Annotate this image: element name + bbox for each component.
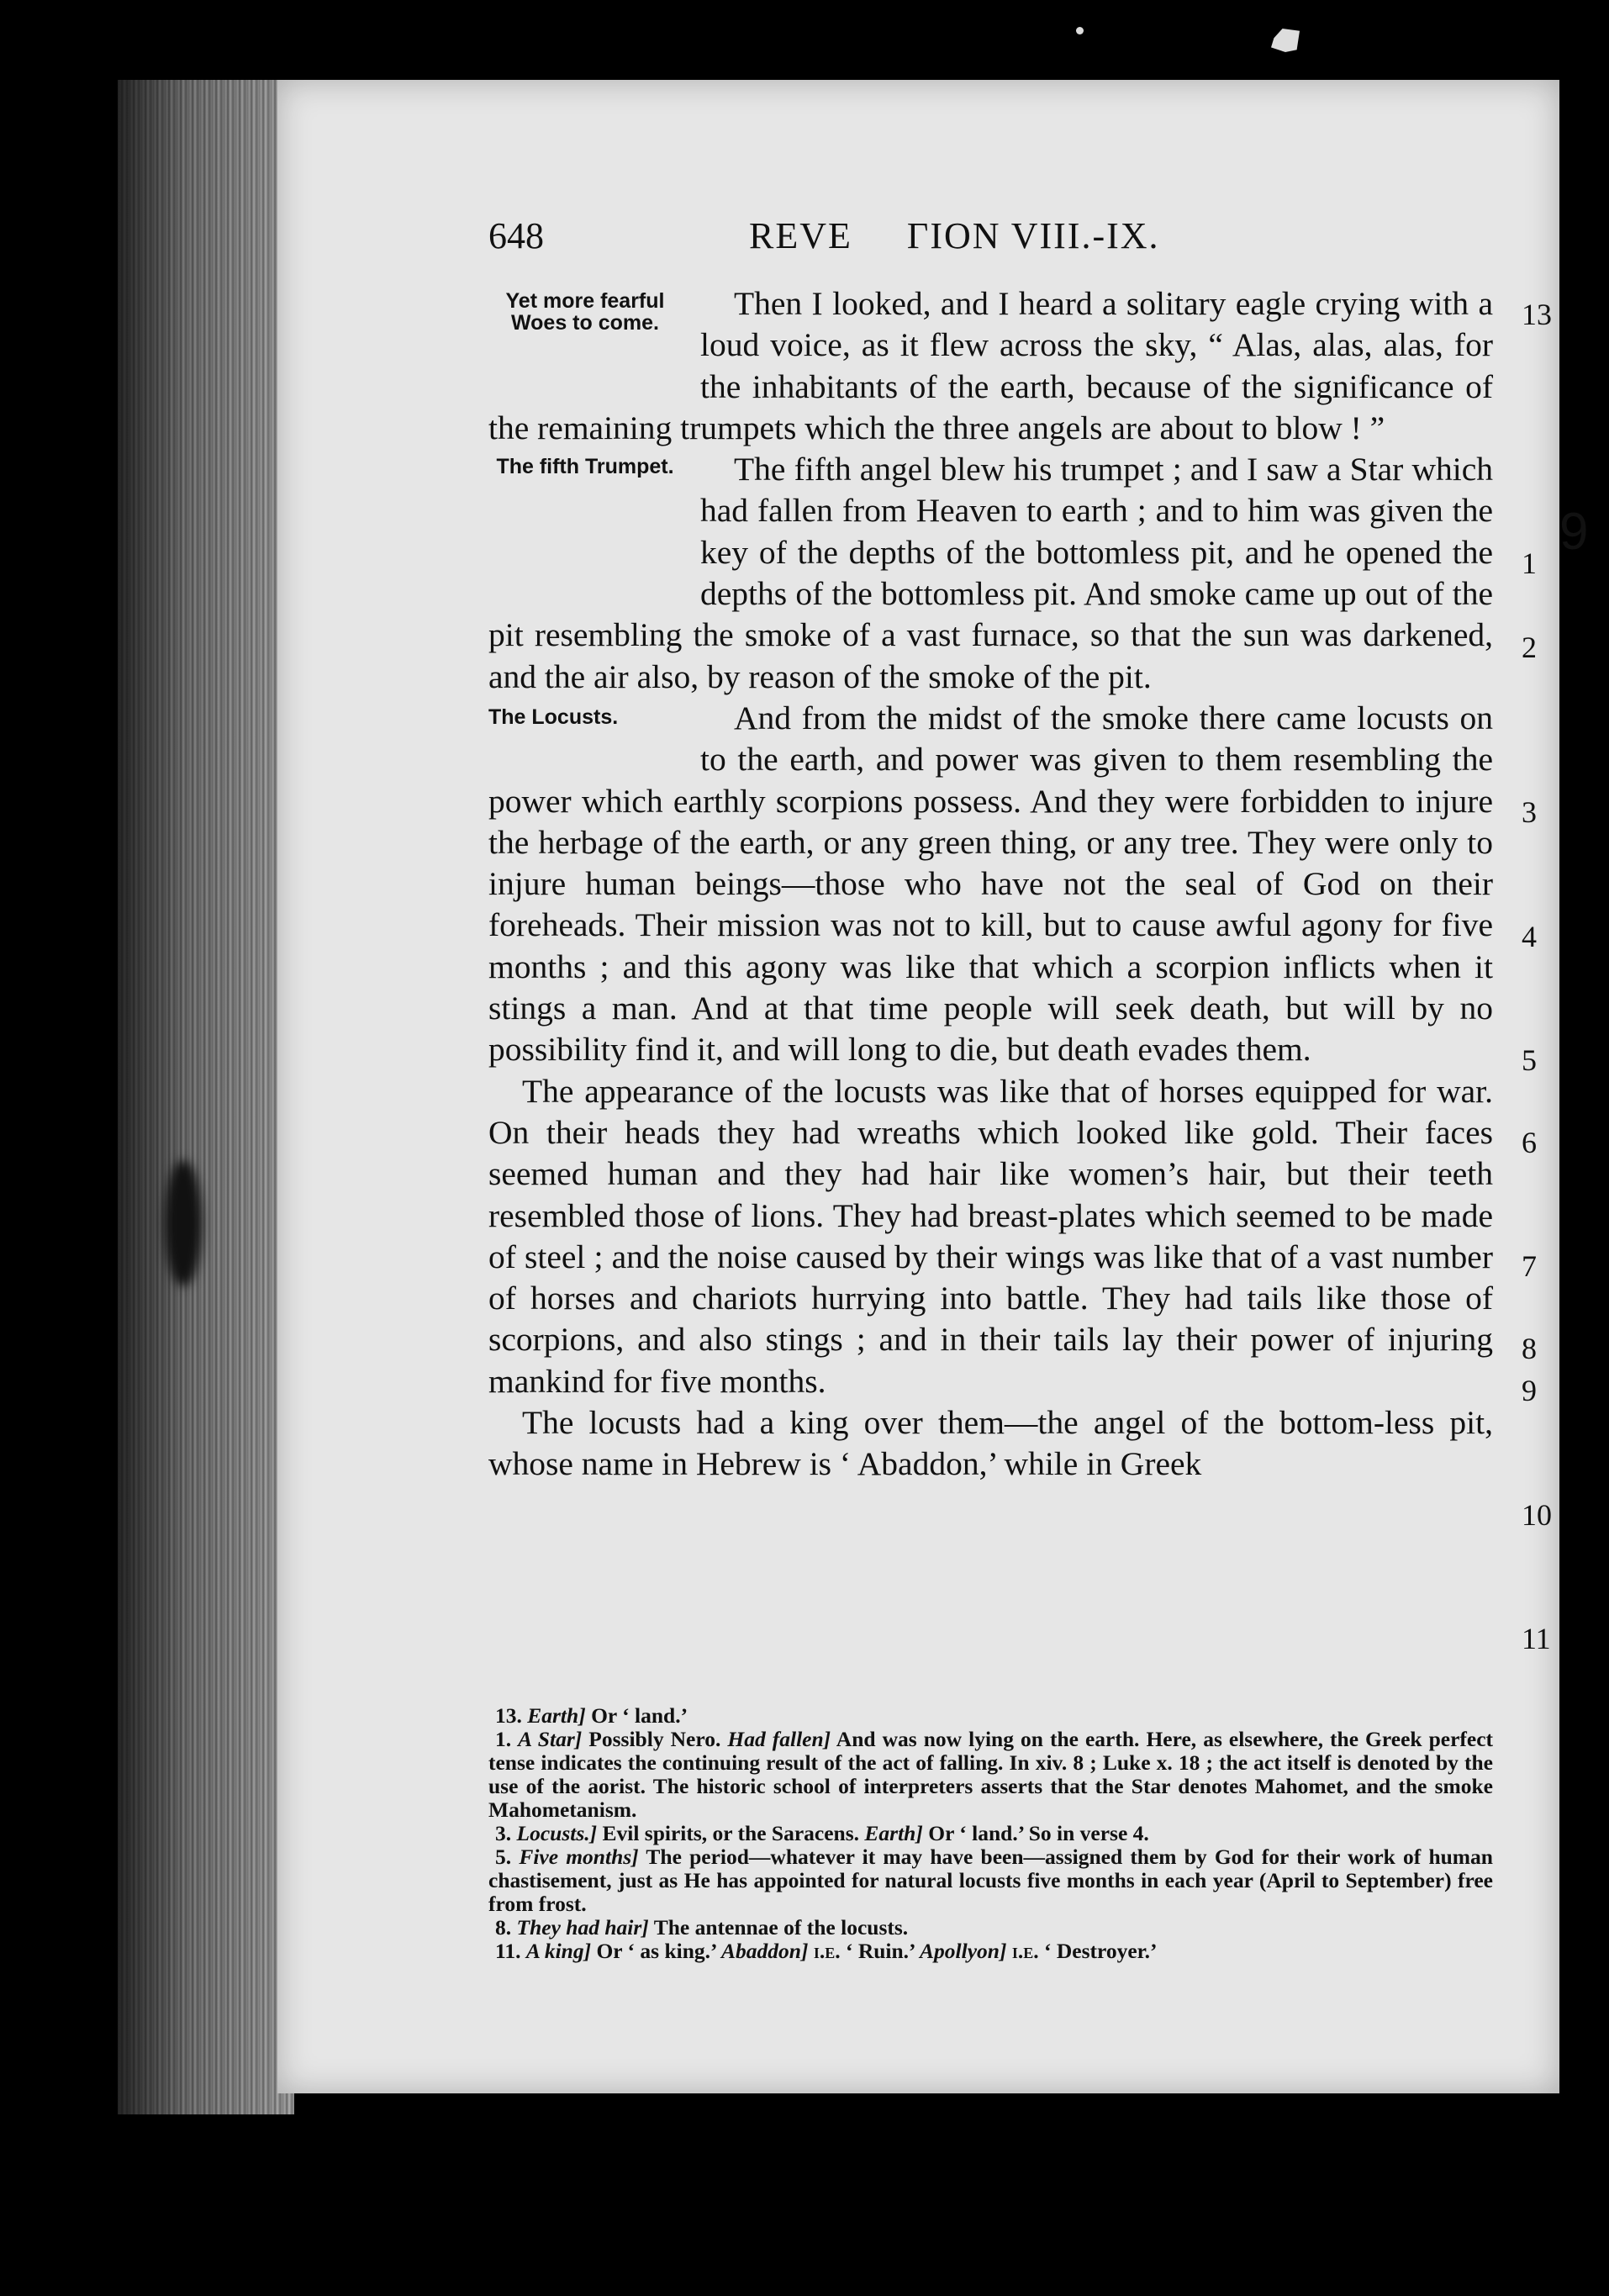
- main-text: [488, 283, 1493, 1486]
- paragraph-verse-11: The locusts had a king over them—the angel of the bottom-less pit, whose name in Hebrew is ‘ Abaddon,’ while in Greek: [488, 1404, 1493, 1483]
- footnote-ref: 8.: [495, 1915, 512, 1940]
- chapter-number: 9: [1559, 503, 1589, 561]
- footnote-ref: 11.: [495, 1939, 521, 1963]
- paragraph-verse-13: Then I looked, and I heard a solitary eagle crying with a loud voice, as it flew across the sky, “ Alas, alas, alas, for the inhabitants of the earth, because of the significance of the remaining trumpets which the three angels are about to blow ! ”: [488, 285, 1493, 446]
- scan-speck: [1076, 27, 1084, 34]
- footnote-term: Earth]: [864, 1821, 923, 1845]
- ink-blot: [165, 1160, 202, 1286]
- verse-number: 3: [1522, 795, 1537, 829]
- footnotes: [488, 1704, 1493, 1963]
- footnote-term: Earth]: [527, 1703, 586, 1728]
- footnote-text: Or ‘ as king.’: [596, 1939, 716, 1963]
- sidenote-woes: Yet more fearful Woes to come.: [505, 289, 665, 335]
- verse-number: 8: [1522, 1332, 1537, 1365]
- footnote-5: [488, 1845, 1493, 1916]
- footnote-text: Evil spirits, or the Saracens.: [602, 1821, 860, 1845]
- footnote-term: Apollyon]: [920, 1939, 1007, 1963]
- footnote-text: ‘ Ruin.’: [845, 1939, 915, 1963]
- footnote-ref: 13.: [495, 1703, 522, 1728]
- verse-number: 13: [1522, 298, 1552, 331]
- sidenote-locusts: The Locusts.: [488, 705, 619, 729]
- footnote-term: Abaddon]: [721, 1939, 809, 1963]
- verse-number: 9: [1522, 1374, 1537, 1407]
- footnote-text: The antennae of the locusts.: [653, 1915, 909, 1940]
- footnote-text: Possibly Nero.: [588, 1727, 721, 1751]
- verse-number: 2: [1522, 631, 1537, 664]
- footnote-text: The period—whatever it may have been—assigned them by God for their work of human chastisement, just as He has appointed for natural locusts five months in each year (April to September) free from frost.: [488, 1845, 1493, 1916]
- verse-number: 5: [1522, 1043, 1537, 1077]
- footnote-term: A Star]: [518, 1727, 583, 1751]
- page-edges-stack: [118, 80, 294, 2114]
- footnote-term: Five months]: [519, 1845, 639, 1869]
- book-page: [277, 80, 1589, 2093]
- page-number: 648: [488, 215, 544, 256]
- footnote-8: [488, 1916, 1493, 1940]
- scan-speck: [1271, 29, 1300, 52]
- running-title: REVE ΓION VIII.-IX.: [749, 215, 1160, 256]
- running-head: [488, 214, 1520, 265]
- paragraph-verses-7-10: The appearance of the locusts was like that of horses equipped for war. On their heads they had wreaths which looked like gold. Their faces seemed human and they had hair like women’s hair, but their teeth resembled those of lions. They had breast-plates which seemed to be made of steel ; and the noise caused by their wings was like that of a vast number of horses and chariots hurrying into battle. They had tails like those of scorpions, and also stings ; and in their tails lay their power of injuring mankind for five months.: [488, 1072, 1493, 1400]
- footnote-text: Or ‘ land.’: [591, 1703, 688, 1728]
- footnote-text: Or ‘ land.’ So in verse 4.: [928, 1821, 1149, 1845]
- paragraph-verses-1-2: The fifth angel blew his trumpet ; and I saw a Star which had fallen from Heaven to earth ; and to him was given the key of the depths of the bottomless pit, and he opened the depths of the bottomless pit. And smoke came up out of the pit resembling the smoke of a vast furnace, so that the sun was darkened, and the air also, by reason of the smoke of the pit.: [488, 451, 1493, 695]
- footnote-term: Locusts.]: [516, 1821, 598, 1845]
- verse-number: 4: [1522, 920, 1537, 953]
- footnote-13: [488, 1704, 1493, 1728]
- footnote-term: They had hair]: [516, 1915, 649, 1940]
- verse-number: 7: [1522, 1249, 1537, 1283]
- footnote-ref: 1.: [495, 1727, 512, 1751]
- verse-number: 11: [1522, 1622, 1551, 1655]
- paragraph-verses-3-6: And from the midst of the smoke there came locusts on to the earth, and power was given to them resembling the power which earthly scorpions possess. And they were forbidden to injure the herbage of the earth, or any green thing, or any tree. They were only to injure human beings—those who have not the seal of God on their foreheads. Their mission was not to kill, but to cause awful agony for five months ; and this agony was like that which a scorpion inflicts when it stings a man. And at that time people will seek death, but will by no possibility find it, and will long to die, but death evades them.: [488, 699, 1493, 1069]
- footnote-11: [488, 1940, 1493, 1963]
- footnote-1: [488, 1728, 1493, 1822]
- footnote-ref: 3.: [495, 1821, 512, 1845]
- sidenote-fifth-trumpet: The fifth Trumpet.: [496, 455, 674, 479]
- verse-number: 1: [1522, 546, 1537, 580]
- footnote-ref: 5.: [495, 1845, 512, 1869]
- footnote-abbrev: i.e.: [813, 1939, 841, 1963]
- footnote-abbrev: i.e.: [1011, 1939, 1039, 1963]
- footnote-term: Had fallen]: [727, 1727, 831, 1751]
- footnote-text: ‘ Destroyer.’: [1043, 1939, 1158, 1963]
- verse-number: 6: [1522, 1126, 1537, 1159]
- verse-number: 10: [1522, 1498, 1552, 1532]
- footnote-term: A king]: [525, 1939, 592, 1963]
- footnote-3: [488, 1822, 1493, 1845]
- footnote-text: And was now lying on the earth. Here, as elsewhere, the Greek perfect tense indicates the continuing result of the act of falling. In xiv. 8 ; Luke x. 18 ; the act itself is denoted by the use of the aorist. The historic school of interpreters asserts that the Star denotes Mahomet, and the smoke Mahometanism.: [488, 1727, 1494, 1822]
